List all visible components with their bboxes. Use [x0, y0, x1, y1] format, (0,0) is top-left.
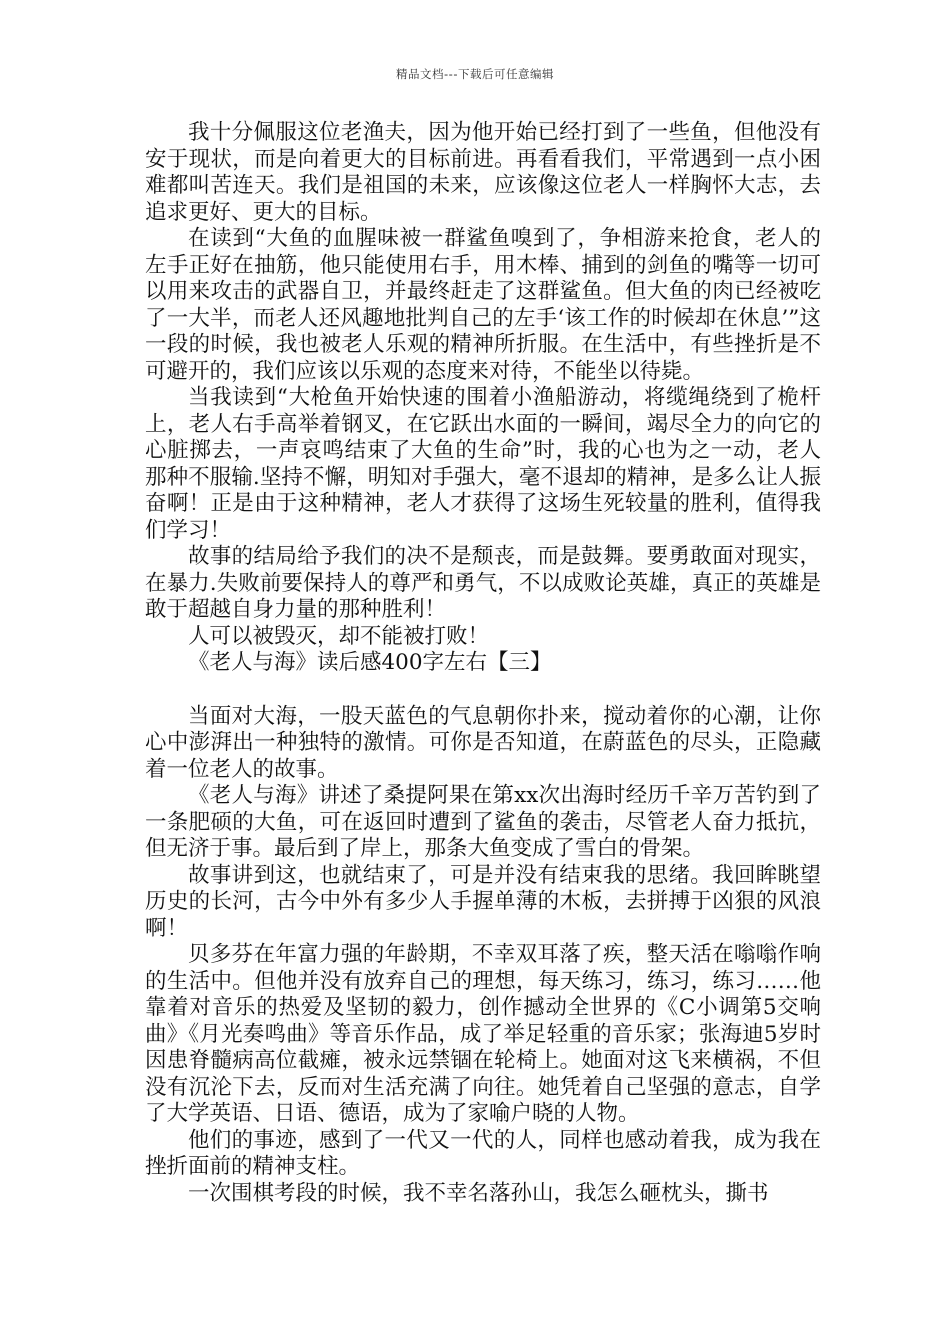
blank-line: [145, 677, 821, 704]
page-header: 精品文档---下载后可任意编辑: [396, 67, 554, 81]
paragraph-3: 当我读到“大枪鱼开始快速的围着小渔船游动，将缆绳绕到了桅杆上，老人右手高举着钢叉，在它跃出水面的一瞬间，竭尽全力的向它的心脏掷去，一声哀鸣结束了大鱼的生命”时，我的心也为之一动，老人那种不服输.坚持不懈，明知对手强大，毫不退却的精神，是多么让人振奋啊！正是由于这种精神，老人才获得了这场生死较量的胜利，值得我们学习！: [145, 385, 821, 543]
paragraph-9: 故事讲到这，也就结束了，可是并没有结束我的思绪。我回眸眺望历史的长河，古今中外有多少人手握单薄的木板，去拼搏于凶狠的风浪啊！: [145, 862, 821, 941]
paragraph-11: 他们的事迹，感到了一代又一代的人，同样也感动着我，成为我在挫折面前的精神支柱。: [145, 1127, 821, 1179]
paragraph-1: 我十分佩服这位老渔夫，因为他开始已经打到了一些鱼，但他没有安于现状，而是向着更大的目标前进。再看看我们，平常遇到一点小困难都叫苦连天。我们是祖国的未来，应该像这位老人一样胸怀大志，去追求更好、更大的目标。: [145, 120, 821, 225]
document-body: [145, 120, 821, 1207]
paragraph-2: 在读到“大鱼的血腥味被一群鲨鱼嗅到了，争相游来抢食，老人的左手正好在抽筋，他只能使用右手，用木棒、捕到的剑鱼的嘴等一切可以用来攻击的武器自卫，并最终赶走了这群鲨鱼。但大鱼的肉已经被吃了一大半，而老人还风趣地批判自己的左手‘该工作的时候却在休息’”这一段的时候，我也被老人乐观的精神所折服。在生活中，有些挫折是不可避开的，我们应该以乐观的态度来对待，不能坐以待毙。: [145, 226, 821, 384]
paragraph-4: 故事的结局给予我们的决不是颓丧，而是鼓舞。要勇敢面对现实，在暴力.失败前要保持人的尊严和勇气，不以成败论英雄，真正的英雄是敢于超越自身力量的那种胜利！: [145, 544, 821, 622]
paragraph-7: 当面对大海，一股天蓝色的气息朝你扑来，搅动着你的心潮，让你心中澎湃出一种独特的激情。可你是否知道，在蔚蓝色的尽头，正隐藏着一位老人的故事。: [145, 703, 821, 782]
paragraph-8: 《老人与海》讲述了桑提阿果在第xx次出海时经历千辛万苦钓到了一条肥硕的大鱼，可在返回时遭到了鲨鱼的袭击，尽管老人奋力抵抗，但无济于事。最后到了岸上，那条大鱼变成了雪白的骨架。: [145, 783, 821, 861]
paragraph-12: 一次围棋考段的时候，我不幸名落孙山，我怎么砸枕头，撕书: [188, 1180, 769, 1206]
section-title: 《老人与海》读后感400字左右【三】: [188, 650, 552, 675]
paragraph-10: 贝多芬在年富力强的年龄期，不幸双耳落了疾，整天活在嗡嗡作响的生活中。但他并没有放弃自己的理想，每天练习，练习，练习……他靠着对音乐的热爱及坚韧的毅力，创作撼动全世界的《C小调第5交响曲》《月光奏鸣曲》等音乐作品，成了举足轻重的音乐家；张海迪5岁时因患脊髓病高位截瘫，被永远禁锢在轮椅上。她面对这飞来横祸，不但没有沉沦下去，反而对生活充满了向往。她凭着自己坚强的意志，自学了大学英语、日语、德语，成为了家喻户晓的人物。: [145, 942, 821, 1126]
paragraph-5: 人可以被毁灭，却不能被打败！: [188, 623, 490, 649]
